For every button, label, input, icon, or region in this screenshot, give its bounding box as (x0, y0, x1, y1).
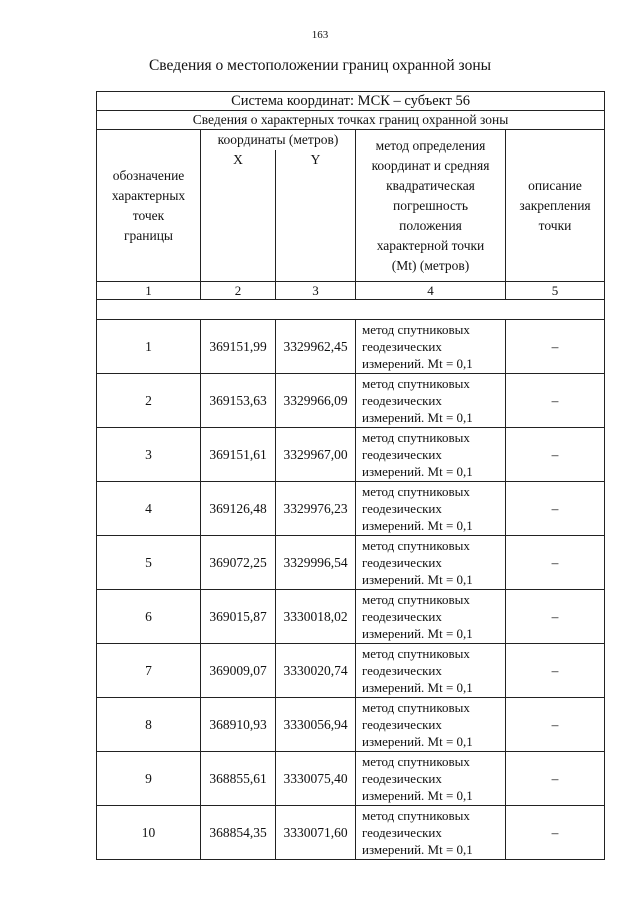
method-line: геодезических (362, 555, 442, 570)
table-row (97, 590, 605, 644)
point-id-cell: 6 (97, 590, 201, 644)
table-row (97, 644, 605, 698)
method-cell (356, 590, 506, 644)
y-coordinate-cell: 3330056,94 (276, 698, 356, 752)
method-line: измерений. Mt = 0,1 (362, 464, 473, 479)
method-line: геодезических (362, 717, 442, 732)
method-line: геодезических (362, 393, 442, 408)
table-row (97, 428, 605, 482)
point-id-cell: 1 (97, 320, 201, 374)
method-line: метод спутниковых (362, 592, 470, 607)
description-cell: – (506, 536, 605, 590)
method-line: измерений. Mt = 0,1 (362, 518, 473, 533)
point-id-cell: 7 (97, 644, 201, 698)
y-coordinate-cell: 3329967,00 (276, 428, 356, 482)
y-coordinate-cell: 3329966,09 (276, 374, 356, 428)
coordinate-system-label: Система координат: МСК – субъект 56 (97, 92, 605, 111)
method-line: измерений. Mt = 0,1 (362, 572, 473, 587)
table-row (97, 374, 605, 428)
column-number: 2 (201, 282, 276, 300)
x-coordinate-cell: 369072,25 (201, 536, 276, 590)
x-coordinate-cell: 368854,35 (201, 806, 276, 860)
method-line: геодезических (362, 663, 442, 678)
coordinates-table (96, 91, 605, 860)
x-coordinate-cell: 369126,48 (201, 482, 276, 536)
method-line: измерений. Mt = 0,1 (362, 788, 473, 803)
x-coordinate-cell: 369015,87 (201, 590, 276, 644)
method-cell (356, 428, 506, 482)
table-row (97, 320, 605, 374)
y-coordinate-cell: 3330018,02 (276, 590, 356, 644)
x-coordinate-cell: 368910,93 (201, 698, 276, 752)
header-method: метод определения координат и средняя квадратическая погрешность положения характерной точки (Mt) (метров) (356, 130, 506, 282)
x-coordinate-cell: 369151,61 (201, 428, 276, 482)
method-line: измерений. Mt = 0,1 (362, 356, 473, 371)
method-cell (356, 482, 506, 536)
method-line: метод спутниковых (362, 376, 470, 391)
method-cell (356, 374, 506, 428)
table-row (97, 752, 605, 806)
method-line: метод спутниковых (362, 700, 470, 715)
method-cell (356, 806, 506, 860)
y-coordinate-cell: 3329962,45 (276, 320, 356, 374)
method-line: измерений. Mt = 0,1 (362, 680, 473, 695)
method-cell (356, 320, 506, 374)
header-x: X (201, 150, 276, 282)
info-row (97, 111, 605, 130)
method-line: метод спутниковых (362, 430, 470, 445)
point-id-cell: 2 (97, 374, 201, 428)
x-coordinate-cell: 369153,63 (201, 374, 276, 428)
point-id-cell: 8 (97, 698, 201, 752)
description-cell: – (506, 590, 605, 644)
table-row (97, 698, 605, 752)
method-line: метод спутниковых (362, 538, 470, 553)
table-row (97, 806, 605, 860)
method-line: геодезических (362, 771, 442, 786)
method-line: измерений. Mt = 0,1 (362, 842, 473, 857)
page-number: 163 (311, 29, 329, 41)
point-id-cell: 4 (97, 482, 201, 536)
point-id-cell: 5 (97, 536, 201, 590)
column-number: 3 (276, 282, 356, 300)
method-cell (356, 752, 506, 806)
method-line: геодезических (362, 339, 442, 354)
header-point-designation: обозначение характерных точек границы (97, 130, 201, 282)
method-cell (356, 698, 506, 752)
method-line: геодезических (362, 609, 442, 624)
y-coordinate-cell: 3330071,60 (276, 806, 356, 860)
method-line: геодезических (362, 501, 442, 516)
info-label: Сведения о характерных точках границ охранной зоны (97, 111, 605, 130)
column-number: 5 (506, 282, 605, 300)
description-cell: – (506, 752, 605, 806)
x-coordinate-cell: 368855,61 (201, 752, 276, 806)
y-coordinate-cell: 3329996,54 (276, 536, 356, 590)
method-line: метод спутниковых (362, 322, 470, 337)
column-number: 1 (97, 282, 201, 300)
x-coordinate-cell: 369009,07 (201, 644, 276, 698)
method-line: измерений. Mt = 0,1 (362, 626, 473, 641)
description-cell: – (506, 374, 605, 428)
method-line: измерений. Mt = 0,1 (362, 410, 473, 425)
empty-row (97, 300, 605, 320)
method-line: метод спутниковых (362, 484, 470, 499)
column-number: 4 (356, 282, 506, 300)
method-line: метод спутниковых (362, 754, 470, 769)
method-line: метод спутниковых (362, 646, 470, 661)
table-row (97, 482, 605, 536)
description-cell: – (506, 644, 605, 698)
description-cell: – (506, 428, 605, 482)
y-coordinate-cell: 3330020,74 (276, 644, 356, 698)
point-id-cell: 3 (97, 428, 201, 482)
coordinate-system-row (97, 92, 605, 111)
column-numbers-row (97, 282, 605, 300)
x-coordinate-cell: 369151,99 (201, 320, 276, 374)
description-cell: – (506, 482, 605, 536)
description-cell: – (506, 320, 605, 374)
y-coordinate-cell: 3330075,40 (276, 752, 356, 806)
table-row (97, 536, 605, 590)
method-line: геодезических (362, 825, 442, 840)
document-title: Сведения о местоположении границ охранной зоны (148, 57, 492, 74)
description-cell: – (506, 806, 605, 860)
header-y: Y (276, 150, 356, 282)
point-id-cell: 9 (97, 752, 201, 806)
method-line: геодезических (362, 447, 442, 462)
y-coordinate-cell: 3329976,23 (276, 482, 356, 536)
header-row-top (97, 130, 605, 151)
method-line: измерений. Mt = 0,1 (362, 734, 473, 749)
empty-cell (97, 300, 605, 320)
method-cell (356, 536, 506, 590)
header-description: описание закрепления точки (506, 130, 605, 282)
description-cell: – (506, 698, 605, 752)
point-id-cell: 10 (97, 806, 201, 860)
header-coordinates: координаты (метров) (201, 130, 356, 151)
method-cell (356, 644, 506, 698)
method-line: метод спутниковых (362, 808, 470, 823)
